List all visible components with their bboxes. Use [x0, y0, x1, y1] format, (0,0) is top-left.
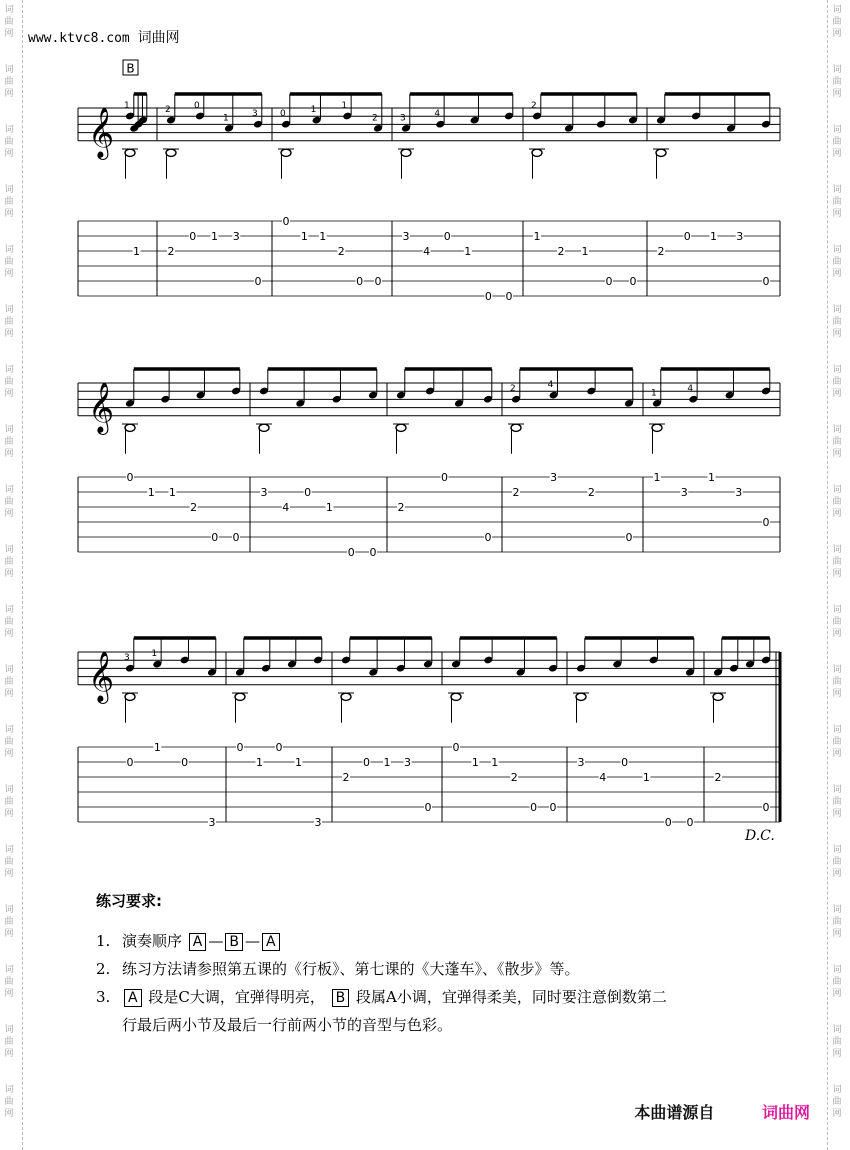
- tab-number: 1: [295, 756, 302, 769]
- watermark-glyph: 词: [832, 65, 842, 75]
- watermark-glyph: 曲: [4, 737, 14, 747]
- watermark-glyph: 曲: [4, 917, 14, 927]
- item-number: 1.: [96, 932, 111, 950]
- watermark-glyph: 曲: [4, 1037, 14, 1047]
- practice-requirements: [96, 890, 796, 1039]
- section-label: B: [126, 61, 135, 76]
- tab-number: 1: [325, 501, 333, 514]
- watermark-glyph: 曲: [832, 977, 842, 987]
- item-number: 2.: [96, 960, 111, 978]
- watermark-glyph: 网: [832, 569, 842, 579]
- watermark-glyph: 网: [832, 809, 842, 819]
- tab-number: 0: [181, 756, 189, 769]
- watermark-glyph: 词: [4, 485, 14, 495]
- tab-number: 0: [629, 275, 637, 288]
- watermark-glyph: 词: [4, 365, 14, 375]
- tab-number: 0: [686, 816, 694, 829]
- watermark-glyph: 网: [832, 989, 842, 999]
- watermark-glyph: 词: [4, 545, 14, 555]
- tab-number: 2: [342, 771, 350, 784]
- watermark-glyph: 网: [4, 149, 14, 159]
- tab-number: 0: [236, 741, 244, 754]
- fingering-number: 2: [531, 101, 537, 111]
- tab-number: 1: [581, 245, 589, 258]
- tab-number: 0: [762, 801, 770, 814]
- tab-number: 0: [484, 531, 492, 544]
- watermark-glyph: 词: [832, 1025, 842, 1035]
- tab-number: 1: [491, 756, 499, 769]
- treble-clef-icon: 𝄞: [88, 650, 115, 702]
- watermark-glyph: 曲: [4, 77, 14, 87]
- requirement-item-2: [96, 955, 796, 983]
- tab-number: 0: [441, 471, 448, 484]
- tab-number: 1: [300, 230, 308, 243]
- tab-number: 0: [363, 756, 370, 769]
- watermark-glyph: 词: [832, 965, 842, 975]
- watermark-glyph: 网: [4, 269, 14, 279]
- tab-number: 1: [133, 245, 140, 258]
- tab-number: 0: [443, 230, 451, 243]
- tab-number: 2: [167, 245, 175, 258]
- watermark-glyph: 网: [832, 389, 842, 399]
- watermark-glyph: 网: [832, 449, 842, 459]
- tab-number: 4: [423, 245, 431, 258]
- bass-notehead: [125, 693, 135, 700]
- watermark-glyph: 网: [4, 989, 14, 999]
- watermark-glyph: 曲: [832, 677, 842, 687]
- tab-number: 0: [374, 275, 382, 288]
- source-label: 本曲谱源自: [634, 1103, 715, 1122]
- watermark-glyph: 曲: [832, 317, 842, 327]
- section-box-b: B: [225, 933, 243, 951]
- tab-number: 3: [680, 486, 688, 499]
- watermark-glyph: 词: [4, 245, 14, 255]
- watermark-glyph: 网: [832, 749, 842, 759]
- tab-number: 3: [208, 816, 216, 829]
- tab-number: 0: [275, 741, 283, 754]
- tab-number: 0: [625, 531, 633, 544]
- treble-clef-icon: 𝄞: [88, 381, 115, 433]
- tab-number: 1: [383, 756, 391, 769]
- watermark-glyph: 网: [832, 1049, 842, 1059]
- watermark-glyph: 曲: [832, 137, 842, 147]
- tab-number: 0: [664, 816, 672, 829]
- tab-number: 0: [762, 275, 770, 288]
- watermark-glyph: 网: [4, 509, 14, 519]
- item-number: 3.: [96, 988, 111, 1006]
- watermark-glyph: 词: [4, 65, 14, 75]
- section-box-a: A: [124, 989, 142, 1007]
- section-box-a: A: [262, 933, 280, 951]
- tab-number: 0: [189, 230, 197, 243]
- watermark-glyph: 网: [832, 509, 842, 519]
- fingering-number: 2: [165, 105, 171, 116]
- watermark-glyph: 词: [832, 125, 842, 135]
- watermark-glyph: 曲: [832, 737, 842, 747]
- watermark-glyph: 网: [832, 929, 842, 939]
- tab-number: 1: [642, 771, 650, 784]
- watermark-glyph: 曲: [4, 857, 14, 867]
- tab-number: 2: [714, 771, 722, 784]
- tab-number: 2: [337, 245, 345, 258]
- watermark-glyph: 曲: [4, 257, 14, 267]
- tab-number: 2: [557, 245, 565, 258]
- tab-number: 1: [653, 471, 661, 484]
- watermark-glyph: 曲: [832, 197, 842, 207]
- tab-number: 0: [683, 230, 691, 243]
- item-text: 段是C大调，宜弹得明亮，: [148, 988, 325, 1006]
- tab-number: 0: [347, 546, 355, 559]
- watermark-glyph: 曲: [832, 17, 842, 27]
- fingering-number: 3: [400, 113, 406, 124]
- requirement-item-3: [96, 983, 796, 1011]
- tab-number: 3: [404, 756, 411, 769]
- tab-number: 0: [254, 275, 262, 288]
- watermark-glyph: 词: [832, 785, 842, 795]
- bass-notehead: [259, 424, 269, 431]
- watermark-glyph: 词: [4, 785, 14, 795]
- tab-number: 1: [533, 230, 541, 243]
- site-name: 词曲网: [137, 30, 180, 46]
- watermark-glyph: 网: [4, 569, 14, 579]
- watermark-glyph: 曲: [4, 317, 14, 327]
- watermark-glyph: 词: [4, 905, 14, 915]
- tab-number: 0: [505, 290, 513, 303]
- watermark-glyph: 网: [4, 749, 14, 759]
- fingering-number: 1: [310, 105, 317, 116]
- watermark-glyph: 网: [4, 929, 14, 939]
- requirement-item-1: [96, 927, 796, 955]
- watermark-glyph: 网: [4, 329, 14, 339]
- tab-number: 0: [621, 756, 629, 769]
- fingering-number: 0: [280, 109, 286, 120]
- tab-number: 0: [211, 531, 219, 544]
- tab-number: 3: [550, 471, 558, 484]
- tab-number: 0: [356, 275, 364, 288]
- watermark-glyph: 词: [4, 845, 14, 855]
- fingering-number: 1: [151, 649, 158, 660]
- watermark-glyph: 词: [832, 845, 842, 855]
- watermark-glyph: 曲: [832, 437, 842, 447]
- watermark-glyph: 词: [832, 245, 842, 255]
- bass-notehead: [125, 149, 135, 156]
- watermark-glyph: 词: [4, 965, 14, 975]
- watermark-glyph: 网: [4, 689, 14, 699]
- watermark-glyph: 网: [832, 209, 842, 219]
- bass-notehead: [396, 424, 406, 431]
- watermark-glyph: 曲: [4, 1097, 14, 1107]
- tab-number: 0: [762, 516, 770, 529]
- watermark-glyph: 网: [4, 389, 14, 399]
- fingering-number: 4: [434, 109, 441, 120]
- bass-notehead: [341, 693, 351, 700]
- watermark-glyph: 曲: [4, 137, 14, 147]
- fingering-number: 0: [194, 101, 200, 111]
- watermark-glyph: 网: [4, 809, 14, 819]
- watermark-glyph: 词: [4, 725, 14, 735]
- tab-number: 0: [126, 471, 134, 484]
- watermark-glyph: 曲: [4, 677, 14, 687]
- tab-number: 1: [708, 471, 715, 484]
- watermark-glyph: 曲: [4, 437, 14, 447]
- watermark-glyph: 词: [832, 545, 842, 555]
- tab-number: 0: [549, 801, 557, 814]
- watermark-glyph: 词: [832, 665, 842, 675]
- watermark-glyph: 曲: [832, 1037, 842, 1047]
- tab-number: 2: [190, 501, 198, 514]
- tab-number: 2: [510, 771, 518, 784]
- tab-number: 3: [232, 230, 240, 243]
- watermark-glyph: 曲: [832, 77, 842, 87]
- bass-notehead: [532, 149, 542, 156]
- watermark-glyph: 网: [832, 149, 842, 159]
- tab-number: 2: [397, 501, 405, 514]
- section-box-b: B: [332, 989, 350, 1007]
- watermark-glyph: 词: [832, 725, 842, 735]
- tab-number: 3: [314, 816, 322, 829]
- tab-number: 3: [577, 756, 585, 769]
- watermark-glyph: 词: [4, 1085, 14, 1095]
- tab-number: 0: [282, 215, 290, 228]
- fingering-number: 3: [252, 109, 258, 120]
- watermark-glyph: 曲: [832, 497, 842, 507]
- watermark-glyph: 网: [4, 629, 14, 639]
- tab-number: 1: [319, 230, 327, 243]
- tab-number: 3: [735, 486, 743, 499]
- dc-marking: D.C.: [745, 828, 775, 844]
- watermark-glyph: 网: [832, 629, 842, 639]
- watermark-glyph: 网: [832, 329, 842, 339]
- watermark-glyph: 曲: [4, 977, 14, 987]
- fingering-number: 3: [124, 653, 130, 664]
- fingering-number: 4: [547, 380, 554, 391]
- watermark-glyph: 曲: [4, 497, 14, 507]
- watermark-glyph: 词: [4, 185, 14, 195]
- watermark-glyph: 曲: [4, 797, 14, 807]
- watermark-glyph: 网: [4, 209, 14, 219]
- watermark-glyph: 曲: [4, 557, 14, 567]
- watermark-glyph: 词: [4, 605, 14, 615]
- watermark-glyph: 词: [832, 1085, 842, 1095]
- bass-notehead: [281, 149, 291, 156]
- tab-number: 0: [605, 275, 613, 288]
- brand-link[interactable]: 词曲网: [761, 1103, 810, 1122]
- watermark-glyph: 词: [832, 305, 842, 315]
- tab-number: 0: [304, 486, 312, 499]
- watermark-glyph: 词: [4, 5, 14, 15]
- bass-notehead: [511, 424, 521, 431]
- watermark-glyph: 曲: [832, 857, 842, 867]
- bass-notehead: [713, 693, 723, 700]
- bass-notehead: [166, 149, 176, 156]
- watermark-glyph: 网: [4, 29, 14, 39]
- tab-number: 3: [402, 230, 410, 243]
- tab-number: 3: [260, 486, 268, 499]
- tab-number: 1: [710, 230, 717, 243]
- tab-number: 1: [168, 486, 176, 499]
- watermark-glyph: 网: [832, 269, 842, 279]
- tab-number: 2: [587, 486, 595, 499]
- watermark-glyph: 词: [4, 305, 14, 315]
- watermark-glyph: 曲: [832, 917, 842, 927]
- watermark-glyph: 词: [832, 365, 842, 375]
- tab-number: 1: [256, 756, 263, 769]
- watermark-glyph: 词: [832, 185, 842, 195]
- bass-notehead: [652, 424, 662, 431]
- tab-number: 4: [599, 771, 607, 784]
- bass-notehead: [125, 424, 135, 431]
- item-text: 段属A小调，宜弹得柔美，同时要注意倒数第二: [356, 988, 667, 1006]
- tab-number: 0: [484, 290, 492, 303]
- sep: —: [244, 932, 260, 950]
- sep: —: [208, 932, 224, 950]
- watermark-glyph: 网: [4, 1109, 14, 1119]
- tab-number: 0: [369, 546, 377, 559]
- fingering-number: 2: [372, 113, 378, 124]
- watermark-glyph: 曲: [4, 197, 14, 207]
- tab-number: 1: [147, 486, 155, 499]
- site-url[interactable]: www.ktvc8.com: [28, 31, 130, 46]
- watermark-glyph: 网: [832, 1109, 842, 1119]
- tab-number: 2: [512, 486, 520, 499]
- bass-notehead: [451, 693, 461, 700]
- watermark-glyph: 曲: [832, 257, 842, 267]
- watermark-glyph: 曲: [4, 617, 14, 627]
- tab-number: 1: [471, 756, 479, 769]
- requirements-heading: 练习要求:: [96, 892, 162, 910]
- watermark-glyph: 网: [832, 869, 842, 879]
- watermark-glyph: 词: [4, 425, 14, 435]
- watermark-glyph: 曲: [4, 17, 14, 27]
- tab-number: 1: [153, 741, 161, 754]
- section-box-a: A: [189, 933, 207, 951]
- treble-clef-icon: 𝄞: [88, 106, 115, 158]
- tab-number: 1: [211, 230, 218, 243]
- tab-number: 0: [424, 801, 432, 814]
- watermark-glyph: 曲: [832, 617, 842, 627]
- watermark-glyph: 词: [4, 125, 14, 135]
- watermark-glyph: 词: [832, 485, 842, 495]
- watermark-glyph: 网: [4, 869, 14, 879]
- watermark-glyph: 网: [4, 449, 14, 459]
- bass-notehead: [235, 693, 245, 700]
- tab-number: 4: [282, 501, 290, 514]
- watermark-glyph: 曲: [832, 377, 842, 387]
- watermark-glyph: 网: [832, 689, 842, 699]
- order-label: 演奏顺序: [122, 932, 183, 950]
- item-text: 练习方法请参照第五课的《行板》、第七课的《大蓬车》、《散步》等。: [122, 960, 580, 978]
- fingering-number: 1: [341, 101, 348, 111]
- watermark-glyph: 曲: [4, 377, 14, 387]
- fingering-number: 1: [124, 101, 130, 111]
- tab-number: 2: [657, 245, 665, 258]
- tab-number: 1: [464, 245, 472, 258]
- fingering-number: 2: [510, 384, 516, 395]
- watermark-glyph: 词: [832, 425, 842, 435]
- watermark-glyph: 网: [832, 89, 842, 99]
- fingering-number: 4: [687, 384, 694, 395]
- tab-number: 3: [736, 230, 744, 243]
- watermark-glyph: 网: [4, 89, 14, 99]
- page-footer: [634, 1100, 810, 1123]
- watermark-glyph: 曲: [832, 1097, 842, 1107]
- fingering-number: 1: [651, 388, 657, 399]
- bass-notehead: [576, 693, 586, 700]
- fingering-number: 1: [223, 113, 229, 124]
- tab-number: 0: [126, 756, 134, 769]
- watermark-glyph: 词: [4, 1025, 14, 1035]
- tab-number: 0: [530, 801, 538, 814]
- watermark-glyph: 网: [4, 1049, 14, 1059]
- tab-number: 0: [452, 741, 460, 754]
- watermark-glyph: 词: [832, 905, 842, 915]
- bass-notehead: [401, 149, 411, 156]
- watermark-glyph: 曲: [832, 797, 842, 807]
- watermark-glyph: 网: [832, 29, 842, 39]
- watermark-glyph: 曲: [832, 557, 842, 567]
- bass-notehead: [656, 149, 666, 156]
- tab-number: 0: [232, 531, 240, 544]
- requirement-item-3-continued: 行最后两小节及最后一行前两小节的音型与色彩。: [122, 1016, 453, 1034]
- watermark-glyph: 词: [832, 5, 842, 15]
- watermark-glyph: 词: [832, 605, 842, 615]
- watermark-glyph: 词: [4, 665, 14, 675]
